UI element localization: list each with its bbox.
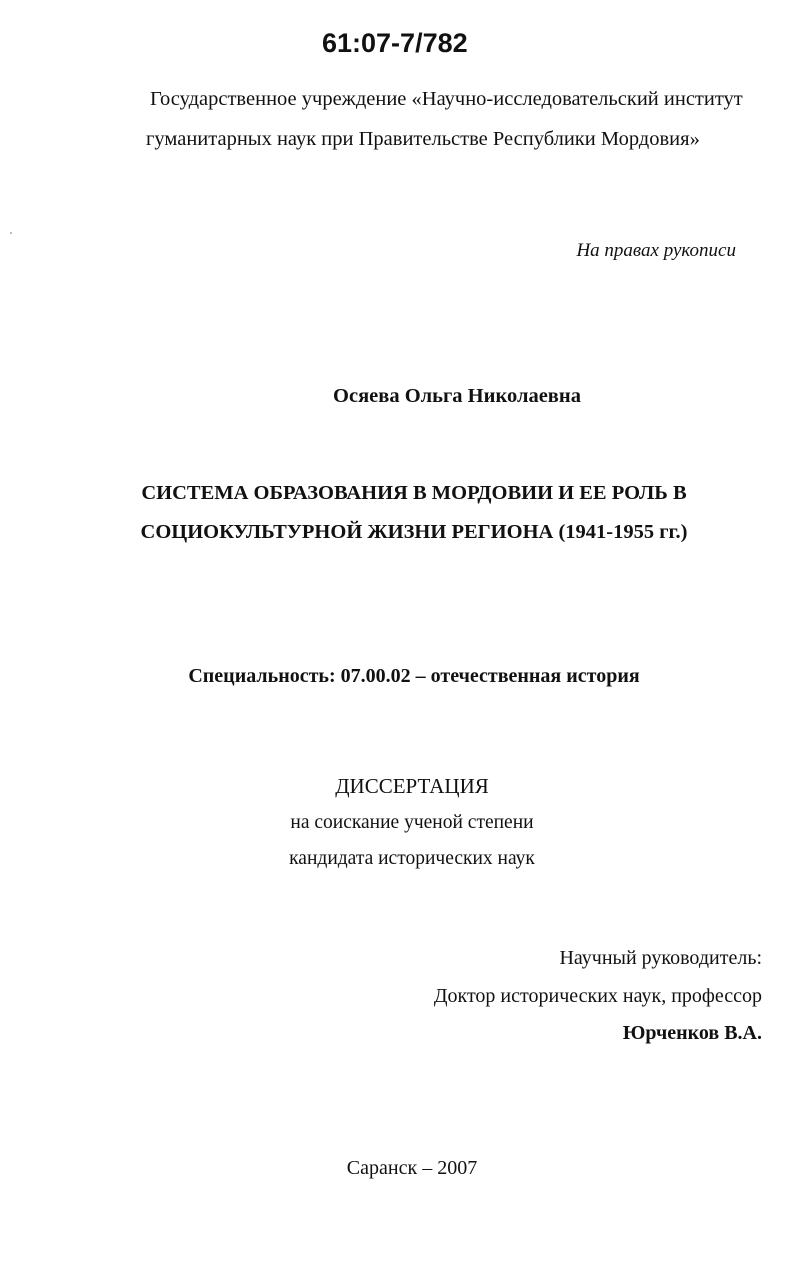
dissertation-heading: ДИССЕРТАЦИЯ [335,774,489,798]
library-stamp-number: 61:07-7/782 [322,28,468,58]
institution-line-2: гуманитарных наук при Правительстве Республики Мордовия» [146,128,700,150]
place-and-year: Саранск – 2007 [346,1157,478,1179]
degree-line-2: кандидата исторических наук [289,848,535,869]
advisor-credentials: Доктор исторических наук, профессор [433,985,762,1007]
author-name: Осяева Ольга Николаевна [333,385,581,407]
manuscript-note: На правах рукописи [576,240,736,261]
thesis-title-line-1: СИСТЕМА ОБРАЗОВАНИЯ В МОРДОВИИ И ЕЕ РОЛЬ В [141,482,687,504]
advisor-label: Научный руководитель: [559,947,762,969]
specialty: Специальность: 07.00.02 – отечественная история [188,665,640,687]
degree-line-1: на соискание ученой степени [290,812,534,833]
thesis-title-line-2: СОЦИОКУЛЬТУРНОЙ ЖИЗНИ РЕГИОНА (1941-1955 гг.) [140,521,688,543]
institution-line-1: Государственное учреждение «Научно-исследовательский институт [150,88,743,110]
advisor-name: Юрченков В.А. [622,1022,762,1044]
scan-speck [10,232,12,234]
